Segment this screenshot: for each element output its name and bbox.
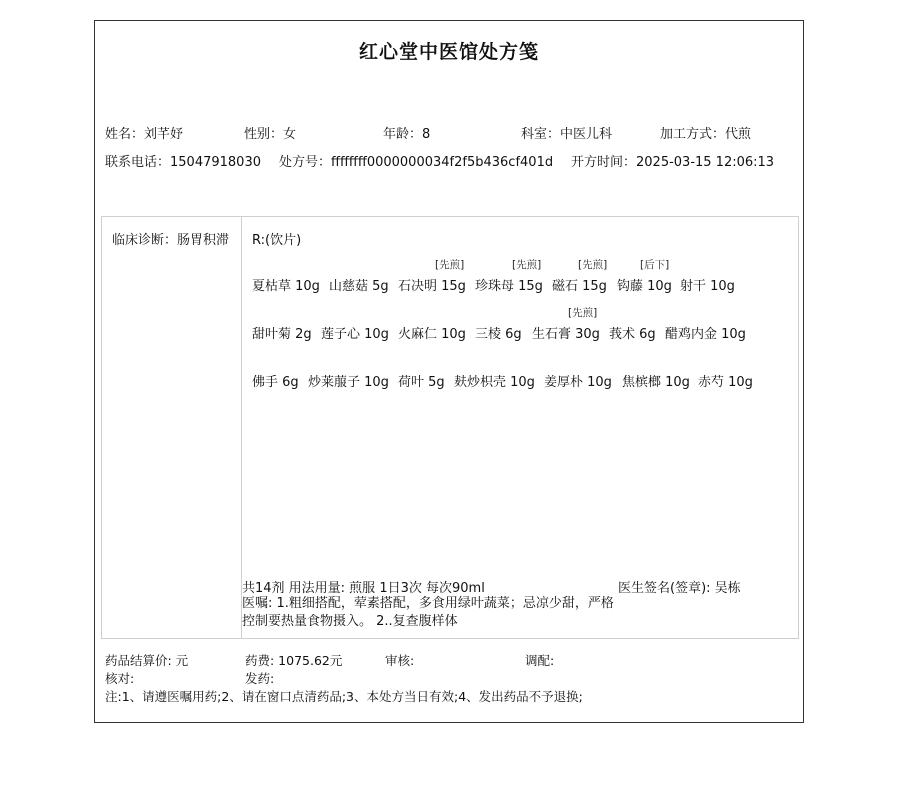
prescribe-time: 开方时间：2025-03-15 12:06:13 — [571, 155, 775, 170]
herb-item: 麸炒枳壳 10g — [454, 375, 535, 390]
page-title: 红心堂中医馆处方笺 — [358, 41, 539, 63]
herb-item: [先煎] 生石膏 30g — [532, 307, 600, 342]
herb-item: 火麻仁 10g — [398, 327, 466, 342]
herb-item: 荷叶 5g — [398, 375, 445, 390]
herb-item: 莲子心 10g — [321, 327, 389, 342]
department: 科室：中医儿科 — [521, 127, 613, 142]
prescription-box — [101, 216, 799, 639]
doctor-signature: 医生签名(签章): 吴栋 — [618, 581, 741, 596]
herb-item: 佛手 6g — [252, 375, 299, 390]
footer-notice — [105, 687, 795, 704]
herb-item: [先煎] 磁石 15g — [552, 259, 608, 294]
rx-label: R:(饮片) — [252, 233, 302, 248]
herb-item: 夏枯草 10g — [252, 279, 320, 294]
patient-name: 姓名：刘芊妤 — [105, 127, 184, 142]
herb-item: [先煎] 珍珠母 15g — [475, 259, 543, 294]
herb-item: 射干 10g — [680, 279, 735, 294]
prescription-number: 处方号：ffffffff0000000034f2f5b436cf401d — [279, 155, 554, 170]
patient-age: 年龄：8 — [383, 127, 431, 142]
process-method: 加工方式：代煎 — [660, 127, 752, 142]
phone-number: 联系电话：15047918030 — [105, 155, 261, 170]
notice-text: 注:1、请遵医嘱用药;2、请在窗口点清药品;3、本处方当日有效;4、发出药品不予退换; — [105, 689, 583, 704]
herb-item: 三棱 6g — [475, 327, 522, 342]
decoction-note: [后下] — [640, 259, 670, 271]
footer-row-2 — [105, 669, 795, 686]
patient-gender: 性别：女 — [244, 127, 297, 142]
herb-item: 山慈菇 5g — [329, 279, 389, 294]
decoction-note: [先煎] — [512, 259, 542, 271]
dispense-field: 调配: — [525, 653, 555, 668]
patient-info-row-1 — [105, 123, 795, 141]
review-field: 审核: — [385, 653, 415, 668]
herb-item: 莪术 6g — [609, 327, 656, 342]
decoction-note: [先煎] — [568, 307, 598, 319]
settlement-price: 药品结算价: 元 — [105, 653, 189, 668]
herb-item: [后下] 钩藤 10g — [617, 259, 672, 294]
decoction-note: [先煎] — [435, 259, 465, 271]
prescription-sheet — [94, 20, 804, 723]
issue-field: 发药: — [245, 671, 275, 686]
usage-instructions: 共14剂 用法用量: 煎服 1日3次 每次90ml — [242, 581, 485, 596]
herb-item: 醋鸡内金 10g — [665, 327, 746, 342]
patient-info-row-2 — [105, 151, 795, 169]
decoction-note: [先煎] — [578, 259, 608, 271]
clinical-diagnosis: 临床诊断：肠胃积滞 — [102, 217, 242, 638]
herb-item: 炒莱菔子 10g — [308, 375, 389, 390]
footer-row-1 — [105, 651, 795, 668]
drug-fee: 药费: 1075.62元 — [245, 653, 343, 668]
herb-item: 焦槟榔 10g — [622, 375, 690, 390]
medical-advice: 医嘱: 1.粗细搭配，荤素搭配，多食用绿叶蔬菜；忌凉少甜，严格控制要热量食物摄入。 2..复查腹样体 — [242, 596, 614, 629]
herb-item: [先煎] 石决明 15g — [398, 259, 466, 294]
check-field: 核对: — [105, 671, 135, 686]
herb-item: 甜叶菊 2g — [252, 327, 312, 342]
herb-item: 姜厚朴 10g — [544, 375, 612, 390]
herb-item: 赤芍 10g — [698, 375, 753, 390]
